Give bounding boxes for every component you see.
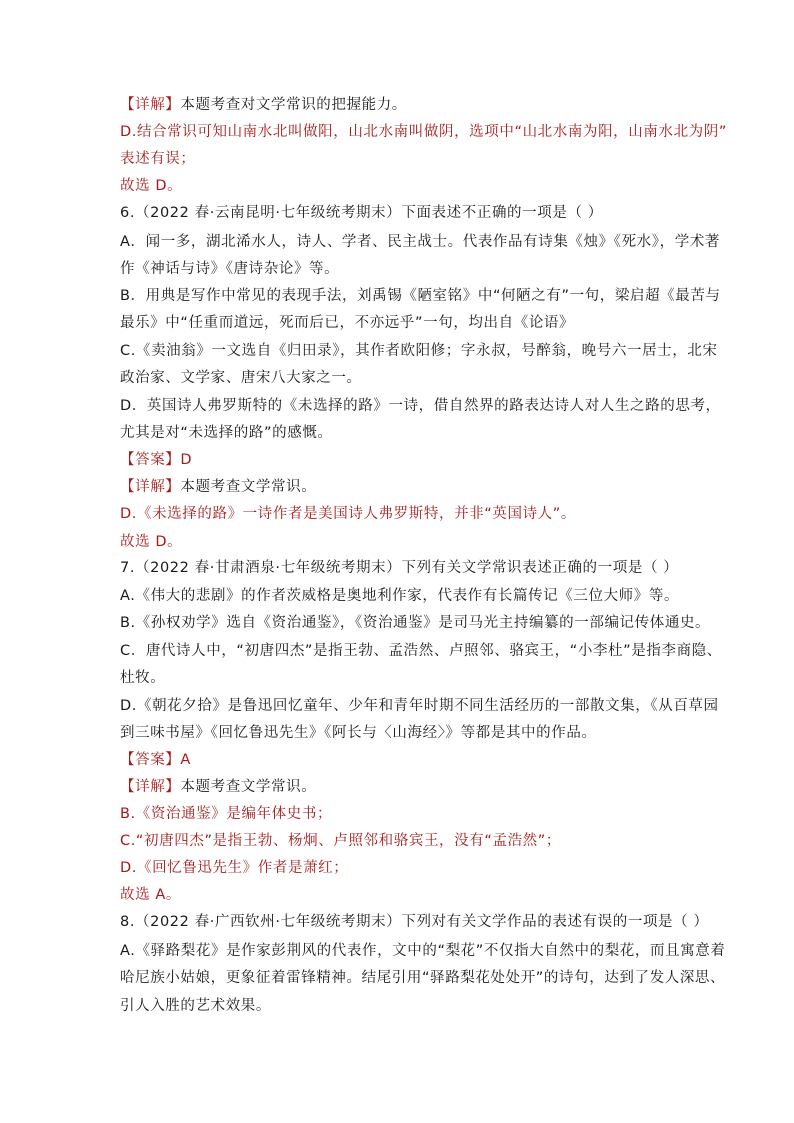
detail-tag: 【详解】 xyxy=(120,479,181,495)
option-line: 杜牧。 xyxy=(120,670,166,686)
question-header: 8.（2022 春·广西钦州·七年级统考期末）下列对有关文学作品的表述有误的一项是（ ） xyxy=(120,914,709,930)
option-line: 最乐》中“任重而道远，死而后已，不亦远乎”一句，均出自《论语》 xyxy=(120,315,575,331)
detail-tag: 【详解】 xyxy=(120,97,181,113)
answer-explanation-line: C.“初唐四杰”是指王勃、杨炯、卢照邻和骆宾王，没有“孟浩然”； xyxy=(120,833,561,849)
question-header: 6.（2022 春·云南昆明·七年级统考期末）下面表述不正确的一项是（ ） xyxy=(120,205,603,221)
detail-line xyxy=(120,95,407,115)
option-line: A．闻一多，湖北浠水人，诗人、学者、民主战士。代表作品有诗集《烛》《死水》，学术著 xyxy=(120,234,721,250)
option-line: 作《神话与诗》《唐诗杂论》等。 xyxy=(120,261,340,277)
option-line: 尤其是对“未选择的路”的感慨。 xyxy=(120,425,333,441)
option-line: A.《驿路梨花》是作家彭荆风的代表作，文中的“梨花”不仅指大自然中的梨花，而且寓意着 xyxy=(120,943,726,959)
conclusion-line: 故选 D。 xyxy=(120,178,183,194)
detail-text: 本题考查文学常识。 xyxy=(180,479,317,495)
option-line: C．唐代诗人中，“初唐四杰”是指王勃、孟浩然、卢照邻、骆宾王，“小李杜”是指李商隐、 xyxy=(120,643,722,659)
detail-text: 本题考查对文学常识的把握能力。 xyxy=(180,97,407,113)
detail-text: 本题考查文学常识。 xyxy=(180,779,317,795)
option-line: 政治家、文学家、唐宋八大家之一。 xyxy=(120,370,362,386)
answer-explanation-line: D.《未选择的路》一诗作者是美国诗人弗罗斯特，并非“英国诗人”。 xyxy=(120,506,576,522)
conclusion-line: 故选 D。 xyxy=(120,534,183,550)
option-line: A.《伟大的悲剧》的作者茨威格是奥地利作家，代表作有长篇传记《三位大师》等。 xyxy=(120,588,680,604)
answer-explanation-line: 表述有误； xyxy=(120,151,196,167)
option-line: B．用典是写作中常见的表现手法，刘禹锡《陋室铭》中“何陋之有”一句，梁启超《最苦与 xyxy=(120,288,721,304)
detail-line xyxy=(120,477,316,497)
option-line: D.《朝花夕拾》是鲁迅回忆童年、少年和青年时期不同生活经历的一部散文集，《从百草园 xyxy=(120,698,719,714)
detail-tag: 【详解】 xyxy=(120,779,181,795)
option-line: 引人入胜的艺术效果。 xyxy=(120,998,271,1014)
option-line: C.《卖油翁》一文选自《归田录》，其作者欧阳修；字永叔，号醉翁，晚号六一居士，北宋 xyxy=(120,343,718,359)
option-line: D．英国诗人弗罗斯特的《未选择的路》一诗，借自然界的路表达诗人对人生之路的思考， xyxy=(120,398,721,414)
conclusion-line: 故选 A。 xyxy=(120,887,182,903)
detail-line xyxy=(120,777,316,797)
answer-line: 【答案】D xyxy=(120,452,193,468)
option-line: 到三味书屋》《回忆鲁迅先生》《阿长与〈山海经〉》等都是其中的作品。 xyxy=(120,725,597,741)
answer-explanation-line: D.《回忆鲁迅先生》作者是萧红； xyxy=(120,860,349,876)
option-line: 哈尼族小姑娘，更象征着雷锋精神。结尾引用“驿路梨花处处开”的诗句，达到了发人深思、 xyxy=(120,970,726,986)
answer-line: 【答案】A xyxy=(120,752,191,768)
question-header: 7.（2022 春·甘肃酒泉·七年级统考期末）下列有关文学常识表述正确的一项是（ ） xyxy=(120,560,679,576)
answer-explanation-line: D.结合常识可知山南水北叫做阳，山北水南叫做阴，选项中“山北水南为阳，山南水北为阴” xyxy=(120,124,727,140)
option-line: B.《孙权劝学》选自《资治通鉴》，《资治通鉴》是司马光主持编纂的一部编记传体通史。 xyxy=(120,615,711,631)
answer-explanation-line: B.《资治通鉴》是编年体史书； xyxy=(120,806,333,822)
